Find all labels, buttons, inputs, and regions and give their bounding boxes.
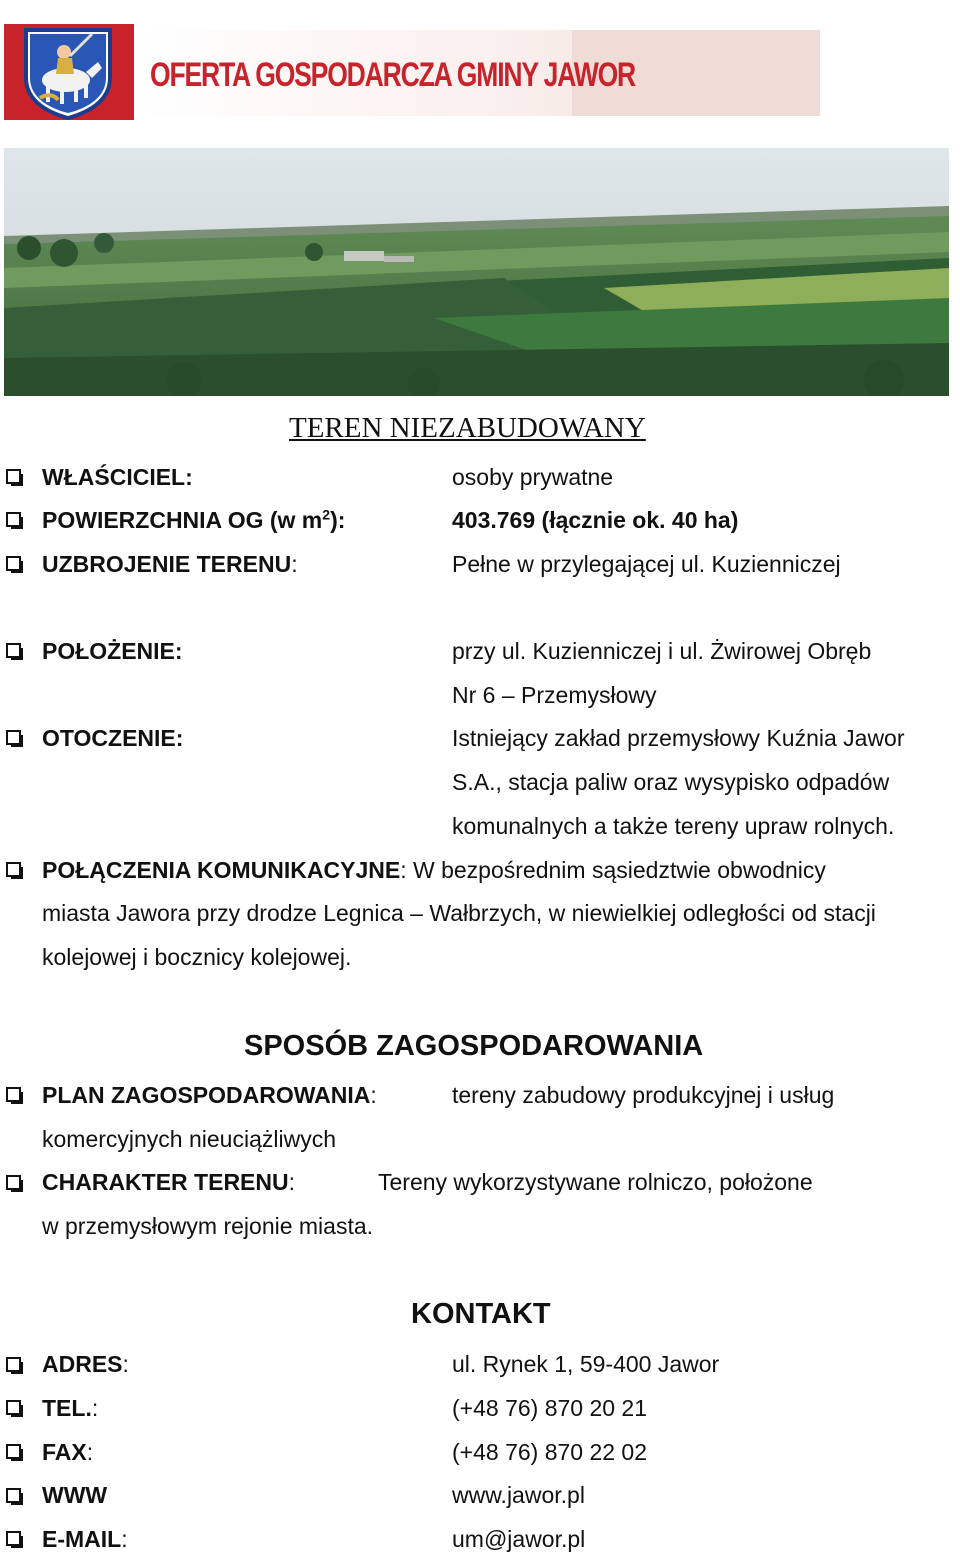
www-label: WWW <box>42 1482 108 1508</box>
area-label: POWIERZCHNIA OG (w $m^2$): <box>42 506 346 533</box>
location-value-line1: przy ul. Kuzienniczej i ul. Żwirowej Obręb <box>452 638 872 664</box>
checkbox-bullet-icon <box>6 1488 21 1503</box>
section-title-contact: KONTAKT <box>411 1298 551 1330</box>
fax-label: FAX: <box>42 1439 94 1465</box>
transport-line1: POŁĄCZENIA KOMUNIKACYJNE: W bezpośrednim sąsiedztwie obwodnicy <box>42 857 826 883</box>
checkbox-bullet-icon <box>6 1357 21 1372</box>
banner-title: OFERTA GOSPODARCZA GMINY JAWOR <box>150 56 636 94</box>
surroundings-value-line3: komunalnych a także tereny upraw rolnych. <box>452 813 895 839</box>
checkbox-bullet-icon <box>6 512 21 527</box>
checkbox-bullet-icon <box>6 862 21 877</box>
landscape-photo <box>4 148 949 396</box>
character-value-line1: Tereny wykorzystywane rolniczo, położone <box>378 1169 813 1195</box>
tel-label: TEL.: <box>42 1395 99 1421</box>
plan-label: PLAN ZAGOSPODAROWANIA: <box>42 1082 377 1108</box>
surroundings-value-line2: S.A., stacja paliw oraz wysypisko odpadów <box>452 769 890 795</box>
checkbox-bullet-icon <box>6 1444 21 1459</box>
checkbox-bullet-icon <box>6 1400 21 1415</box>
location-value-line2: Nr 6 – Przemysłowy <box>452 682 657 708</box>
section-title-land-use: SPOSÓB ZAGOSPODAROWANIA <box>244 1030 704 1062</box>
surroundings-label: OTOCZENIE: <box>42 725 184 751</box>
character-value-line2: w przemysłowym rejonie miasta. <box>42 1213 374 1239</box>
area-value: 403.769 (łącznie ok. 40 ha) <box>452 507 739 533</box>
email-label: E-MAIL: <box>42 1526 128 1552</box>
transport-line3: kolejowej i bocznicy kolejowej. <box>42 944 352 970</box>
address-label: ADRES: <box>42 1351 129 1377</box>
checkbox-bullet-icon <box>6 730 21 745</box>
checkbox-bullet-icon <box>6 556 21 571</box>
owner-label: WŁAŚCICIEL: <box>42 464 193 490</box>
checkbox-bullet-icon <box>6 643 21 658</box>
fax-value: (+48 76) 870 22 02 <box>452 1439 648 1465</box>
email-link[interactable]: um@jawor.pl <box>452 1526 586 1552</box>
checkbox-bullet-icon <box>6 1087 21 1102</box>
checkbox-bullet-icon <box>6 469 21 484</box>
checkbox-bullet-icon <box>6 1531 21 1546</box>
www-link[interactable]: www.jawor.pl <box>452 1482 585 1508</box>
checkbox-bullet-icon <box>6 1175 21 1190</box>
location-label: POŁOŻENIE: <box>42 638 183 664</box>
section-title-undeveloped-land: TEREN NIEZABUDOWANY <box>289 412 646 444</box>
plan-value-line1: tereny zabudowy produkcyjnej i usług <box>452 1082 835 1108</box>
coat-of-arms-logo <box>4 24 134 120</box>
plan-value-line2: komercyjnych nieuciążliwych <box>42 1126 336 1152</box>
transport-line2: miasta Jawora przy drodze Legnica – Wałbrzych, w niewielkiej odległości od stacji <box>42 900 876 926</box>
tel-value: (+48 76) 870 20 21 <box>452 1395 648 1421</box>
utilities-label: UZBROJENIE TERENU: <box>42 551 298 577</box>
surroundings-value-line1: Istniejący zakład przemysłowy Kuźnia Jawor <box>452 725 905 751</box>
address-value: ul. Rynek 1, 59-400 Jawor <box>452 1351 720 1377</box>
character-label: CHARAKTER TERENU: <box>42 1169 296 1195</box>
owner-value: osoby prywatne <box>452 464 614 490</box>
utilities-value: Pełne w przylegającej ul. Kuzienniczej <box>452 551 841 577</box>
